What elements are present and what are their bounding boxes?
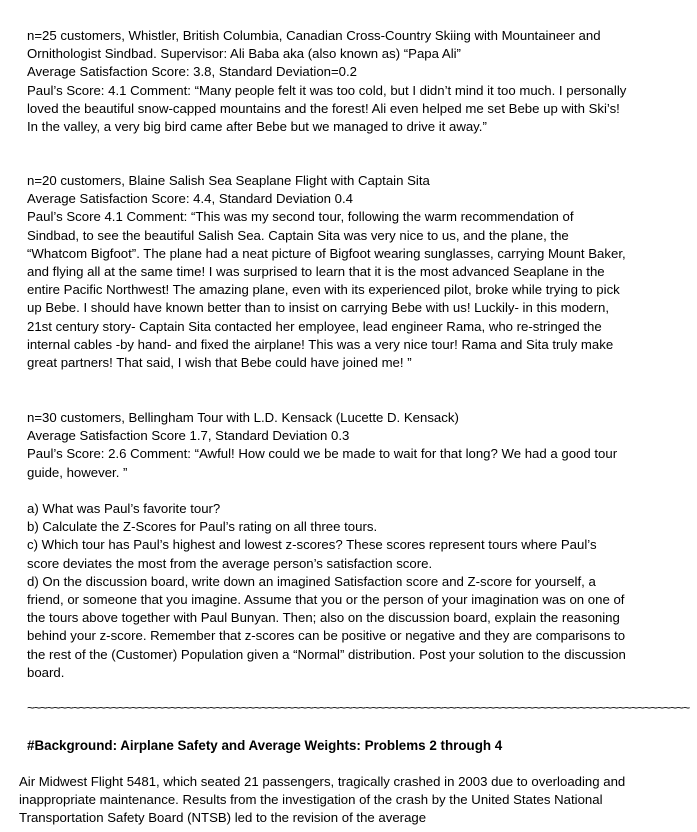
tour-comment: Paul’s Score: 2.6 Comment: “Awful! How could we be made to wait for that long? We had a good tour guide, however. ” [27, 446, 618, 480]
tour-stats: Average Satisfaction Score: 3.8, Standard Deviation=0.2 [27, 64, 358, 80]
tour-header: n=20 customers, Blaine Salish Sea Seaplane Flight with Captain Sita [27, 173, 430, 188]
question-b: b) Calculate the Z-Scores for Paul’s rating on all three tours. [27, 519, 378, 535]
tilde-divider: ~~~~~~~~~~~~~~~~~~~~~~~~~~~~~~~~~~~~~~~~~~~~~~~~~~~~~~~~~~~~~~~~~~~~~~~~~~~~~~~~~~~~~~~~~~~~~~~~~~~~~~ [27, 700, 690, 715]
tour-whistler [27, 27, 627, 136]
tour-comment: Paul’s Score 4.1 Comment: “This was my second tour, following the warm recommendation of Sindbad, to see the beautiful Salish Sea. Captain Sita was very nice to us, and the plane, the “Whatcom Bigfoot”. The plane had a neat picture of Bigfoot wearing sunglasses, carrying Mount Baker, and flying all at the same time! I was surprised to learn that it is the most advanced Seaplane in the entire Pacific Northwest! The amazing plane, even with its experienced pilot, broke while trying to pick up Bebe. I should have known better than to insist on carrying Bebe with us! Luckily- in this modern, 21st century story- Captain Sita contacted her employee, lead engineer Rama, who re-stringed the internal cables -by hand- and fixed the airplane! This was a very nice tour! Rama and Sita truly make great partners! That said, I wish that Bebe could have joined me! ” [27, 209, 626, 371]
question-d: d) On the discussion board, write down an imagined Satisfaction score and Z-score for yourself, a friend, or someone that you imagine. Assume that you or the person of your imagination was on one of the tours above together with Paul Bunyan. Then; also on the discussion board, explain the reasoning behind your z-score. Remember that z-scores can be positive or negative and they are comparisons to the rest of the (Customer) Population given a “Normal” distribution. Post your solution to the discussion board. [27, 573, 626, 680]
tour-stats: Average Satisfaction Score: 4.4, Standard Deviation 0.4 [27, 191, 353, 207]
tour-blaine-seaplane [27, 172, 627, 372]
question-c: c) Which tour has Paul’s highest and lowest z-scores? These scores represent tours where Paul’s score deviates the most from the average person’s satisfaction score. [27, 537, 597, 571]
tour-header: n=30 customers, Bellingham Tour with L.D. Kensack (Lucette D. Kensack) [27, 410, 459, 425]
question-a: a) What was Paul’s favorite tour? [27, 501, 221, 516]
tour-stats: Average Satisfaction Score 1.7, Standard Deviation 0.3 [27, 428, 350, 444]
background-heading: #Background: Airplane Safety and Average Weights: Problems 2 through 4 [27, 738, 503, 753]
tour-header: n=25 customers, Whistler, British Columbia, Canadian Cross-Country Skiing with Mountaineer and Ornithologist Sindbad. Supervisor: Ali Baba aka (also known as) “Papa Ali” [27, 28, 601, 62]
question-list [27, 500, 627, 682]
tour-bellingham [27, 409, 627, 482]
background-paragraph: Air Midwest Flight 5481, which seated 21 passengers, tragically crashed in 2003 due to overloading and inappropriate maintenance. Results from the investigation of the crash by the United States National Transportation Safety Board (NTSB) led to the revision of the average [19, 774, 626, 826]
tour-comment: Paul’s Score: 4.1 Comment: “Many people felt it was too cold, but I didn’t mind it too much. I personally loved the beautiful snow-capped mountains and the forest! Ali even helped me set Bebe up with Ski’s! In the valley, a very big bird came after Bebe but we managed to drive it away.” [27, 82, 627, 135]
